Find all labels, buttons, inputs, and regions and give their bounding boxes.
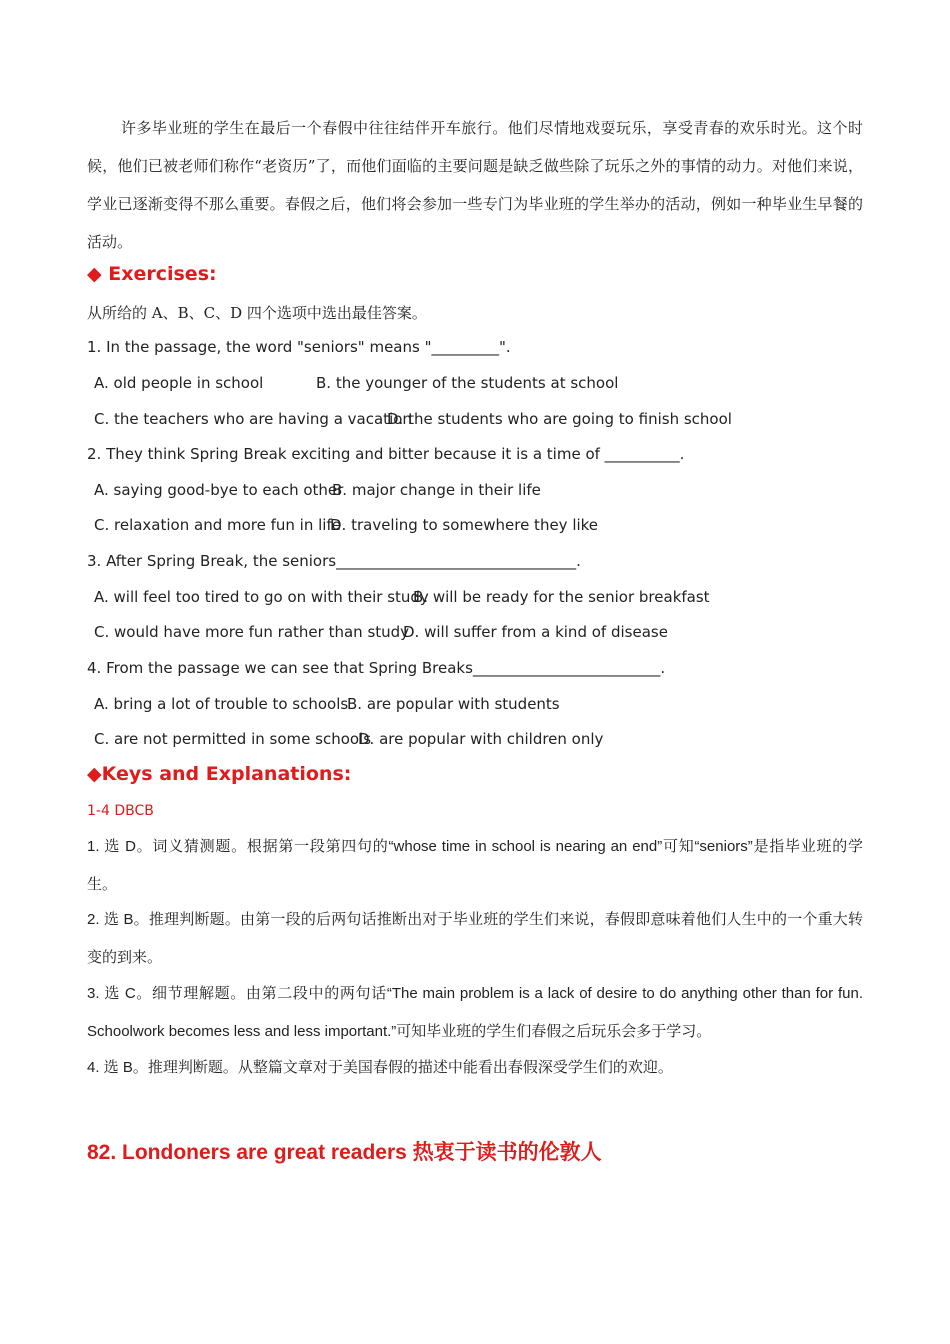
question-1-stem: 1. In the passage, the word "seniors" means "_________". — [87, 338, 511, 356]
question-1-option-d: D. the students who are going to finish school — [387, 410, 732, 428]
question-3-stem: 3. After Spring Break, the seniors________________________________. — [87, 552, 581, 570]
answer-key: 1-4 DBCB — [87, 803, 154, 819]
question-4-option-c: C. are not permitted in some schools — [94, 730, 372, 748]
explanation-3: 3. 选 C。细节理解题。由第二段中的两句话“The main problem is a lack of desire to do anything other than for fun. Schoolwork becomes less and less important.”可知毕业班的学生们春假之后玩乐会多于学习。 — [87, 985, 863, 1040]
question-3-option-c: C. would have more fun rather than study — [94, 623, 410, 641]
question-1-option-a: A. old people in school — [94, 374, 264, 392]
question-1-option-c: C. the teachers who are having a vacation — [94, 410, 412, 428]
explanation-1: 1. 选 D。词义猜测题。根据第一段第四句的“whose time in school is nearing an end”可知“seniors”是指毕业班的学生。 — [87, 838, 863, 893]
question-3-option-a: A. will feel too tired to go on with their study — [94, 588, 429, 606]
question-3-option-d: D. will suffer from a kind of disease — [403, 623, 668, 641]
explanation-4: 4. 选 B。推理判断题。从整篇文章对于美国春假的描述中能看出春假深受学生们的欢迎。 — [87, 1059, 673, 1076]
intro-paragraph: 许多毕业班的学生在最后一个春假中往往结伴开车旅行。他们尽情地戏耍玩乐，享受青春的欢乐时光。这个时候，他们已被老师们称作“老资历”了，而他们面临的主要问题是缺乏做些除了玩乐之外的事情的动力。对他们来说，学业已逐渐变得不那么重要。春假之后，他们将会参加一些专门为毕业班的学生举办的活动，例如一种毕业生早餐的活动。 — [87, 119, 863, 251]
question-4-option-a: A. bring a lot of trouble to schools — [94, 695, 349, 713]
question-2-option-a: A. saying good-bye to each other — [94, 481, 344, 499]
keys-heading: ◆Keys and Explanations: — [87, 763, 352, 785]
question-3-option-b: B. will be ready for the senior breakfast — [413, 588, 710, 606]
question-1-option-b: B. the younger of the students at school — [316, 374, 619, 392]
question-4-stem: 4. From the passage we can see that Spring Breaks_________________________. — [87, 659, 666, 677]
question-2-stem: 2. They think Spring Break exciting and bitter because it is a time of __________. — [87, 445, 685, 463]
question-2-option-c: C. relaxation and more fun in life — [94, 516, 341, 534]
next-section-title: 82. Londoners are great readers 热衷于读书的伦敦人 — [87, 1141, 602, 1164]
question-2-option-d: D. traveling to somewhere they like — [330, 516, 599, 534]
exercises-instruction: 从所给的 A、B、C、D 四个选项中选出最佳答案。 — [87, 304, 427, 322]
question-2-option-b: B. major change in their life — [332, 481, 541, 499]
explanation-2: 2. 选 B。推理判断题。由第一段的后两句话推断出对于毕业班的学生们来说，春假即意味着他们人生中的一个重大转变的到来。 — [87, 911, 863, 966]
question-4-option-b: B. are popular with students — [347, 695, 560, 713]
exercises-heading: ◆ Exercises: — [87, 263, 217, 285]
question-4-option-d: D. are popular with children only — [358, 730, 604, 748]
